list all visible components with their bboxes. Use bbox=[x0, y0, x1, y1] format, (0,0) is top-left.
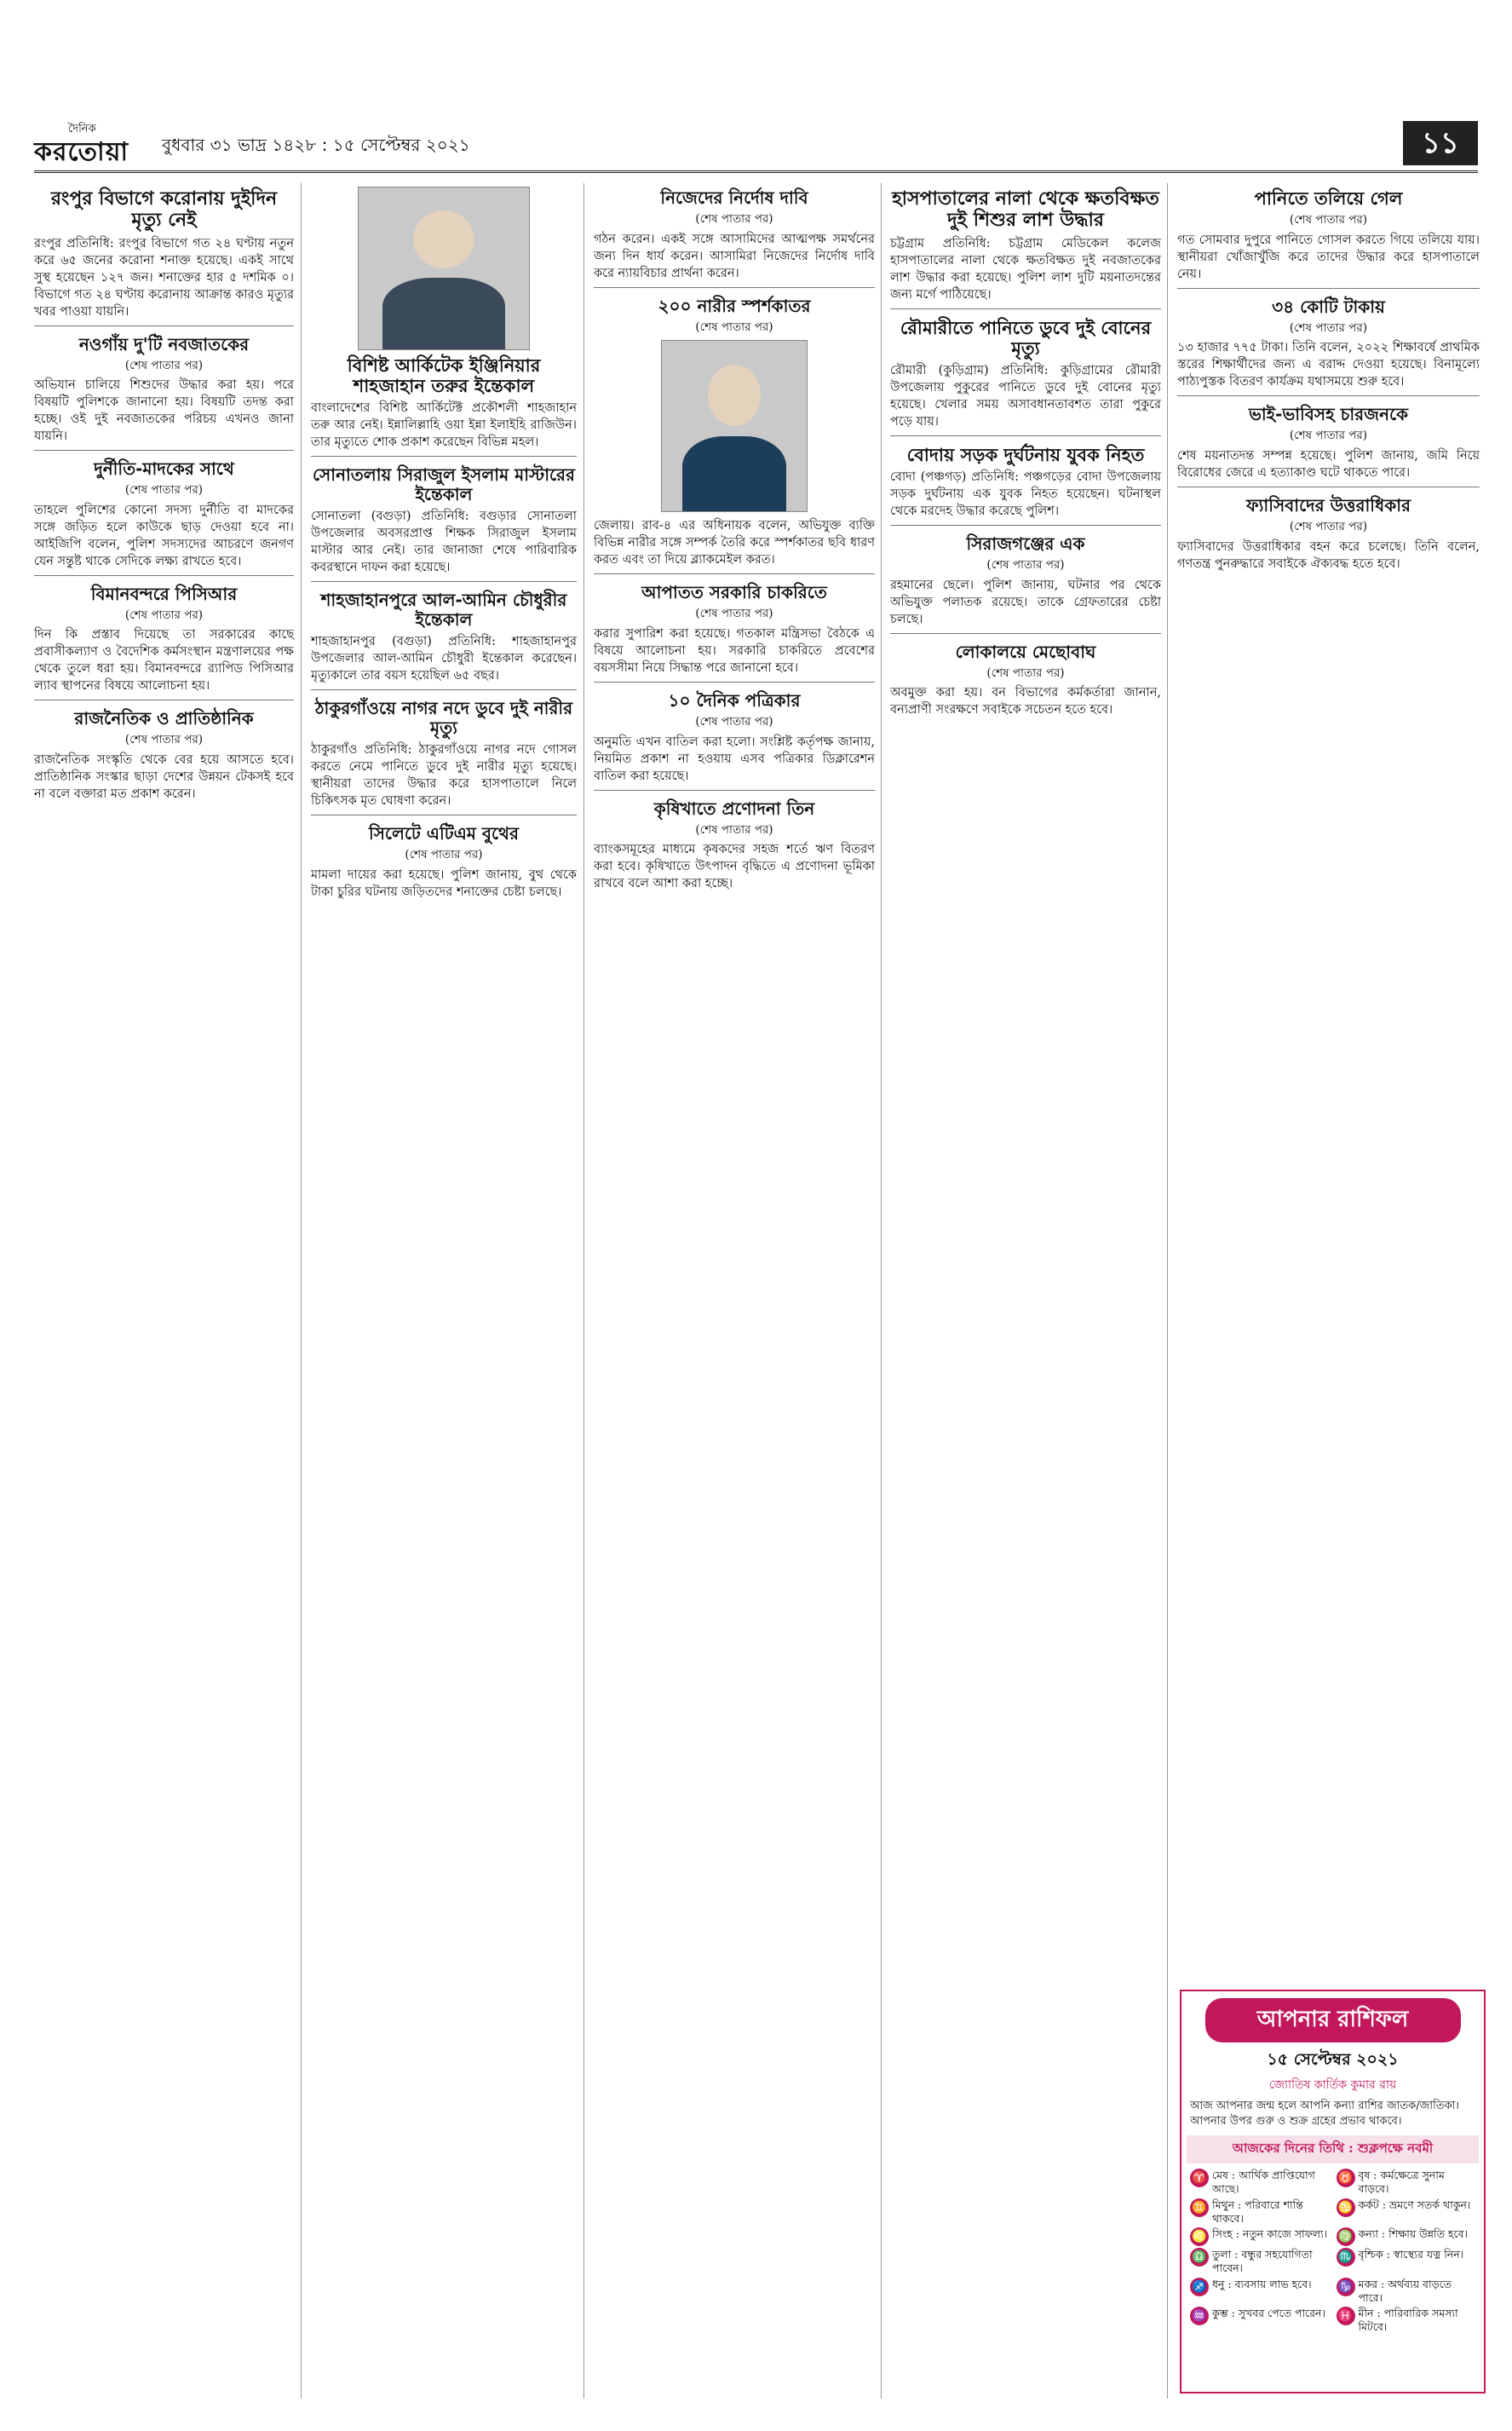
zodiac-icon: ♐ bbox=[1190, 2278, 1209, 2296]
continued-note: (শেষ পাতার পর) bbox=[1289, 520, 1368, 534]
column-5 bbox=[1177, 183, 1480, 576]
headline: ফ্যাসিবাদের উত্তরাধিকার bbox=[1246, 495, 1411, 516]
article-body: বোদা (পঞ্চগড়) প্রতিনিধি: পঞ্চগড়ের বোদা উপজেলায় সড়ক দুর্ঘটনায় এক যুবক নিহত হয়েছেন। ঘটনাস্থল থেকে মরদেহ উদ্ধার করেছে পুলিশ। bbox=[890, 470, 1161, 519]
article-body: মামলা দায়ের করা হয়েছে। পুলিশ জানায়, বুথ থেকে টাকা চুরির ঘটনায় জড়িতদের শনাক্তের চেষ্টা চলছে। bbox=[311, 867, 577, 899]
newspaper-logo bbox=[34, 119, 145, 167]
headline: নিজেদের নির্দোষ দাবি bbox=[660, 187, 808, 208]
zodiac-item bbox=[1190, 2307, 1330, 2335]
continued-note: (শেষ পাতার পর) bbox=[986, 665, 1065, 680]
zodiac-icon: ♌ bbox=[1190, 2227, 1209, 2246]
headline: কৃষিখাতে প্রণোদনা তিন bbox=[653, 798, 815, 819]
zodiac-item bbox=[1190, 2169, 1330, 2197]
article bbox=[594, 682, 875, 785]
article bbox=[311, 815, 577, 901]
headline: ১০ দৈনিক পত্রিকার bbox=[668, 689, 801, 711]
headline: সিরাজগঞ্জের এক bbox=[966, 533, 1085, 555]
continued-note: (শেষ পাতার পর) bbox=[695, 607, 773, 621]
headline: রৌমারীতে পানিতে ডুবে দুই বোনের মৃত্যু bbox=[900, 317, 1152, 359]
article-body: অবমুক্ত করা হয়। বন বিভাগের কর্মকর্তারা জানান, বন্যপ্রাণী সংরক্ষণে সবাইকে সচেতন হতে হবে। bbox=[890, 686, 1161, 717]
article bbox=[311, 456, 577, 576]
zodiac-icon: ♓ bbox=[1337, 2307, 1355, 2325]
continued-note: (শেষ পাতার পর) bbox=[695, 714, 773, 729]
article-body: ব্যাংকসমূহের মাধ্যমে কৃষকদের সহজ শর্তে ঋণ বিতরণ করা হবে। কৃষিখাতে উৎপাদন বৃদ্ধিতে এ প্রণোদনা ভূমিকা রাখবে বলে আশা করা হচ্ছে। bbox=[594, 843, 875, 891]
article bbox=[594, 790, 875, 893]
horoscope-intro: আজ আপনার জন্ম হলে আপনি কন্যা রাশির জাতক/জাতিকা। আপনার উপর গুরু ও শুক্র গ্রহের প্রভাব থাকবে। bbox=[1190, 2100, 1459, 2128]
headline: হাসপাতালের নালা থেকে ক্ষতবিক্ষত দুই শিশুর লাশ উদ্ধার bbox=[892, 188, 1159, 232]
headline: লোকালয়ে মেছোবাঘ bbox=[955, 641, 1096, 662]
zodiac-icon: ♑ bbox=[1337, 2278, 1355, 2296]
zodiac-text: বৃশ্চিক : স্বাস্থ্যের যত্ন নিন। bbox=[1358, 2248, 1464, 2261]
logo-small-text: দৈনিক bbox=[68, 123, 96, 135]
headline: নওগাঁয় দু'টি নবজাতকের bbox=[78, 333, 250, 354]
portrait-photo bbox=[358, 187, 530, 350]
article-body: সোনাতলা (বগুড়া) প্রতিনিধি: বগুড়ার সোনাতলা উপজেলার অবসরপ্রাপ্ত শিক্ষক সিরাজুল ইসলাম মাস্টার আর নেই। তার জানাজা শেষে পারিবারিক কবরস্থানে দাফন করা হয়েছে। bbox=[311, 510, 577, 575]
horoscope-tithi: আজকের দিনের তিথি : শুক্লপক্ষে নবমী bbox=[1187, 2135, 1479, 2163]
horoscope-title: আপনার রাশিফল bbox=[1205, 1998, 1461, 2042]
column-4 bbox=[890, 183, 1161, 722]
person-photo bbox=[661, 340, 808, 512]
continued-note: (শেষ পাতার পর) bbox=[1289, 320, 1368, 335]
zodiac-icon: ♏ bbox=[1337, 2248, 1355, 2267]
article-body: শাহজাহানপুর (বগুড়া) প্রতিনিধি: শাহজাহানপুর উপজেলার আল-আমিন চৌধুরী ইন্তেকাল করেছেন। মৃত্যুকালে তার বয়স হয়েছিল ৬৫ বছর। bbox=[311, 635, 577, 683]
dateline: বুধবার ৩১ ভাদ্র ১৪২৮ : ১৫ সেপ্টেম্বর ২০২১ bbox=[162, 135, 470, 155]
horoscope-date: ১৫ সেপ্টেম্বর ২০২১ bbox=[1267, 2050, 1399, 2069]
zodiac-item bbox=[1337, 2278, 1476, 2306]
headline: বিমানবন্দরে পিসিআর bbox=[90, 583, 238, 604]
zodiac-item bbox=[1190, 2198, 1330, 2226]
article bbox=[890, 633, 1161, 719]
article-body: রংপুর প্রতিনিধি: রংপুর বিভাগে গত ২৪ ঘণ্টায় নতুন করে ৬৫ জনের করোনা শনাক্ত হয়েছে। একই সাথে সুস্থ হয়েছেন ১২৭ জন। শনাক্তের হার ৫ দশমিক ০। বিভাগে গত ২৪ ঘণ্টায় করোনায় আক্রান্ত কারও মৃত্যুর খবর পাওয়া যায়নি। bbox=[34, 236, 294, 319]
continued-note: (শেষ পাতার পর) bbox=[405, 848, 483, 862]
article-body: রাজনৈতিক সংস্কৃতি থেকে বের হয়ে আসতে হবে। প্রাতিষ্ঠানিক সংস্কার ছাড়া দেশের উন্নয়ন টেকসই হবে না বলে বক্তারা মত প্রকাশ করেন। bbox=[34, 753, 294, 802]
article bbox=[1177, 487, 1480, 573]
zodiac-icon: ♊ bbox=[1190, 2198, 1209, 2217]
headline: শাহজাহানপুরে আল-আমিন চৌধুরীর ইন্তেকাল bbox=[320, 590, 567, 631]
column-2 bbox=[311, 183, 577, 904]
article-body: গত সোমবার দুপুরে পানিতে গোসল করতে গিয়ে তলিয়ে যায়। স্থানীয়রা খোঁজাখুঁজি করে তাদের উদ্ধার করে হাসপাতালে নেয়। bbox=[1177, 233, 1480, 281]
horoscope-author: জ্যোতিষ কার্তিক কুমার রায় bbox=[1268, 2078, 1397, 2092]
zodiac-text: মীন : পারিবারিক সমস্যা মিটবে। bbox=[1358, 2307, 1458, 2334]
article-body: করার সুপারিশ করা হয়েছে। গতকাল মন্ত্রিসভা বৈঠকে এ বিষয়ে আলোচনা হয়। সরকারি চাকরিতে প্রবেশের বয়সসীমা নিয়ে সিদ্ধান্ত পরে জানানো হবে। bbox=[594, 626, 875, 675]
continued-note: (শেষ পাতার পর) bbox=[124, 733, 204, 747]
headline: সোনাতলায় সিরাজুল ইসলাম মাস্টারের ইন্তেকাল bbox=[312, 464, 576, 505]
zodiac-icon: ♋ bbox=[1337, 2198, 1355, 2217]
horoscope-box bbox=[1180, 1990, 1486, 2394]
zodiac-item bbox=[1337, 2248, 1476, 2276]
zodiac-text: কুম্ভ : সুখবর পেতে পারেন। bbox=[1212, 2307, 1325, 2320]
continued-note: (শেষ পাতার পর) bbox=[1289, 429, 1368, 443]
article-body: জেলায়। রাব-৪ এর অধিনায়ক বলেন, অভিযুক্ত ব্যক্তি বিভিন্ন নারীর সঙ্গে সম্পর্ক তৈরি করে স্পর্শকাতর ছবি ধারণ করত এবং তা দিয়ে ব্ল্যাকমেইল করত। bbox=[594, 519, 875, 567]
article bbox=[594, 287, 875, 569]
zodiac-icon: ♍ bbox=[1337, 2227, 1355, 2246]
zodiac-text: মেষ : আর্থিক প্রাপ্তিযোগ আছে। bbox=[1212, 2169, 1315, 2196]
article bbox=[1177, 395, 1480, 481]
article bbox=[890, 308, 1161, 430]
article-body: দিন কি প্রস্তাব দিয়েছে তা সরকারের কাছে প্রবাসীকল্যাণ ও বৈদেশিক কর্মসংস্থান মন্ত্রণালয়ের পক্ষ থেকে তুলে ধরা হয়। বিমানবন্দরে র‍্যাপিড পিসিআর ল্যাব স্থাপনের বিষয়ে আলোচনা হয়। bbox=[34, 628, 294, 694]
headline: ভাই-ভাবিসহ চারজনকে bbox=[1248, 404, 1409, 425]
article-body: অভিযান চালিয়ে শিশুদের উদ্ধার করা হয়। পরে বিষয়টি পুলিশকে জানানো হয়। বিষয়টি তদন্ত করা হচ্ছে। ওই দুই নবজাতকের পরিচয় এখনও জানা যায়নি। bbox=[34, 378, 294, 444]
continued-note: (শেষ পাতার পর) bbox=[695, 212, 773, 226]
continued-note: (শেষ পাতার পর) bbox=[986, 558, 1065, 573]
headline: রাজনৈতিক ও প্রাতিষ্ঠানিক bbox=[74, 708, 254, 729]
zodiac-text: মিথুন : পরিবারে শান্তি থাকবে। bbox=[1212, 2198, 1303, 2225]
zodiac-icon: ♉ bbox=[1337, 2169, 1355, 2187]
article bbox=[34, 575, 294, 695]
headline: সিলেটে এটিএম বুথের bbox=[368, 823, 519, 844]
article-body: গঠন করেন। একই সঙ্গে আসামিদের আত্মপক্ষ সমর্থনের জন্য দিন ধার্য করেন। আসামিরা নিজেদের নির্দোষ দাবি করে ন্যায়বিচার প্রার্থনা করেন। bbox=[594, 232, 875, 280]
logo-big-text: করতোয়া bbox=[34, 137, 129, 167]
article-body: ফ্যাসিবাদের উত্তরাধিকার বহন করে চলেছে। তিনি বলেন, গণতন্ত্র পুনরুদ্ধারে সবাইকে ঐক্যবদ্ধ হতে হবে। bbox=[1177, 539, 1480, 571]
masthead bbox=[34, 119, 1478, 173]
article-body: শেষ ময়নাতদন্ত সম্পন্ন হয়েছে। পুলিশ জানায়, জমি নিয়ে বিরোধের জেরে এ হত্যাকাণ্ড ঘটে থাকতে পারে। bbox=[1177, 449, 1480, 481]
page-number: ১১ bbox=[1403, 121, 1478, 165]
zodiac-text: সিংহ : নতুন কাজে সাফল্য। bbox=[1212, 2227, 1328, 2241]
article-body: তাহলে পুলিশের কোনো সদস্য দুর্নীতি বা মাদকের সঙ্গে জড়িত হলে কাউকে ছাড় দেওয়া হবে না। আইজিপি বলেন, পুলিশ সদস্যদের আচরণে জনগণ যেন সন্তুষ্ট থাকে সেদিকে লক্ষ্য রাখতে হবে। bbox=[34, 503, 294, 568]
zodiac-item bbox=[1337, 2227, 1476, 2246]
zodiac-text: ধনু : ব্যবসায় লাভ হবে। bbox=[1212, 2277, 1312, 2290]
continued-note: (শেষ পাতার পর) bbox=[1289, 213, 1368, 228]
article-body: রহমানের ছেলে। পুলিশ জানায়, ঘটনার পর থেকে অভিযুক্ত পলাতক রয়েছে। তাকে গ্রেফতারের চেষ্টা চলছে। bbox=[890, 578, 1161, 626]
article bbox=[890, 525, 1161, 628]
zodiac-item bbox=[1190, 2248, 1330, 2276]
article bbox=[594, 573, 875, 677]
zodiac-icon: ♈ bbox=[1190, 2169, 1209, 2187]
article bbox=[311, 689, 577, 809]
continued-note: (শেষ পাতার পর) bbox=[124, 358, 204, 372]
zodiac-text: কর্কট : ভ্রমণে সতর্ক থাকুন। bbox=[1358, 2198, 1471, 2211]
headline: বোদায় সড়ক দুর্ঘটনায় যুবক নিহত bbox=[906, 444, 1145, 465]
article bbox=[311, 581, 577, 684]
zodiac-item bbox=[1190, 2227, 1330, 2246]
article-body: চট্টগ্রাম প্রতিনিধি: চট্টগ্রাম মেডিকেল কলেজ হাসপাতালের নালা থেকে ক্ষতবিক্ষত দুই নবজাতকের লাশ উদ্ধার করা হয়েছে। পুলিশ লাশ দুটি ময়নাতদন্তের জন্য মর্গে পাঠিয়েছে। bbox=[890, 236, 1161, 302]
article-body: ঠাকুরগাঁও প্রতিনিধি: ঠাকুরগাঁওয়ে নাগর নদে গোসল করতে নেমে পানিতে ডুবে দুই নারীর মৃত্যু হয়েছে। স্থানীয়রা তাদের উদ্ধার করে হাসপাতালে নিলে চিকিৎসক মৃত ঘোষণা করেন। bbox=[311, 743, 577, 809]
zodiac-text: তুলা : বন্ধুর সহযোগিতা পাবেন। bbox=[1212, 2248, 1313, 2275]
zodiac-list bbox=[1181, 2167, 1484, 2336]
article bbox=[1177, 288, 1480, 391]
continued-note: (শেষ পাতার পর) bbox=[124, 608, 204, 622]
headline: দুর্নীতি-মাদকের সাথে bbox=[94, 458, 234, 480]
article bbox=[34, 450, 294, 570]
zodiac-icon: ♒ bbox=[1190, 2307, 1209, 2325]
column-3 bbox=[594, 183, 875, 896]
zodiac-text: বৃষ : কর্মক্ষেত্রে সুনাম বাড়বে। bbox=[1358, 2169, 1445, 2196]
article-body: অনুমতি এখন বাতিল করা হলো। সংশ্লিষ্ট কর্তৃপক্ষ জানায়, নিয়মিত প্রকাশ না হওয়ায় এসব পত্রিকার ডিক্লারেশন বাতিল করা হয়েছে। bbox=[594, 734, 875, 783]
continued-note: (শেষ পাতার পর) bbox=[695, 822, 773, 837]
zodiac-item bbox=[1337, 2307, 1476, 2335]
continued-note: (শেষ পাতার পর) bbox=[124, 483, 204, 498]
headline: রংপুর বিভাগে করোনায় দুইদিন মৃত্যু নেই bbox=[50, 188, 278, 232]
headline: বিশিষ্ট আর্কিটেক ইঞ্জিনিয়ার শাহজাহান তরুর ইন্তেকাল bbox=[347, 355, 541, 397]
article-body: ১৩ হাজার ৭৭৫ টাকা। তিনি বলেন, ২০২২ শিক্ষাবর্ষে প্রাথমিক স্তরের শিক্ষার্থীদের জন্য এ বরাদ্দ দেওয়া হয়েছে। বিনামূল্যে পাঠ্যপুস্তক বিতরণ কার্যক্রম যথাসময়ে শুরু হবে। bbox=[1177, 341, 1480, 389]
article-body: রৌমারী (কুড়িগ্রাম) প্রতিনিধি: কুড়িগ্রামের রৌমারী উপজেলায় পুকুরের পানিতে ডুবে দুই বোনের মৃত্যু হয়েছে। খেলার সময় অসাবধানতাবশত তারা পুকুরে পড়ে যায়। bbox=[890, 363, 1161, 429]
zodiac-item bbox=[1190, 2278, 1330, 2306]
headline: পানিতে তলিয়ে গেল bbox=[1254, 188, 1403, 209]
headline: আপাতত সরকারি চাকরিতে bbox=[641, 582, 827, 603]
article bbox=[34, 325, 294, 446]
headline: ৩৪ কোটি টাকায় bbox=[1272, 296, 1385, 317]
zodiac-text: মকর : অর্থব্যয় বাড়তে পারে। bbox=[1358, 2277, 1452, 2304]
article bbox=[890, 435, 1161, 520]
article bbox=[34, 700, 294, 803]
zodiac-item bbox=[1337, 2198, 1476, 2226]
zodiac-item bbox=[1337, 2169, 1476, 2197]
column-1 bbox=[34, 183, 294, 806]
article-body: বাংলাদেশের বিশিষ্ট আর্কিটেক্ট প্রকৌশলী শাহজাহান তরু আর নেই। ইন্নালিল্লাহি ওয়া ইন্না ইলাইহি রাজিউন। তার মৃত্যুতে শোক প্রকাশ করেছেন বিভিন্ন মহল। bbox=[311, 401, 577, 450]
headline: ঠাকুরগাঁওয়ে নাগর নদে ডুবে দুই নারীর মৃত্যু bbox=[314, 698, 573, 739]
zodiac-text: কন্যা : শিক্ষায় উন্নতি হবে। bbox=[1358, 2227, 1468, 2241]
zodiac-icon: ♎ bbox=[1190, 2248, 1209, 2267]
continued-note: (শেষ পাতার পর) bbox=[695, 320, 773, 334]
headline: ২০০ নারীর স্পর্শকাতর bbox=[658, 295, 811, 316]
